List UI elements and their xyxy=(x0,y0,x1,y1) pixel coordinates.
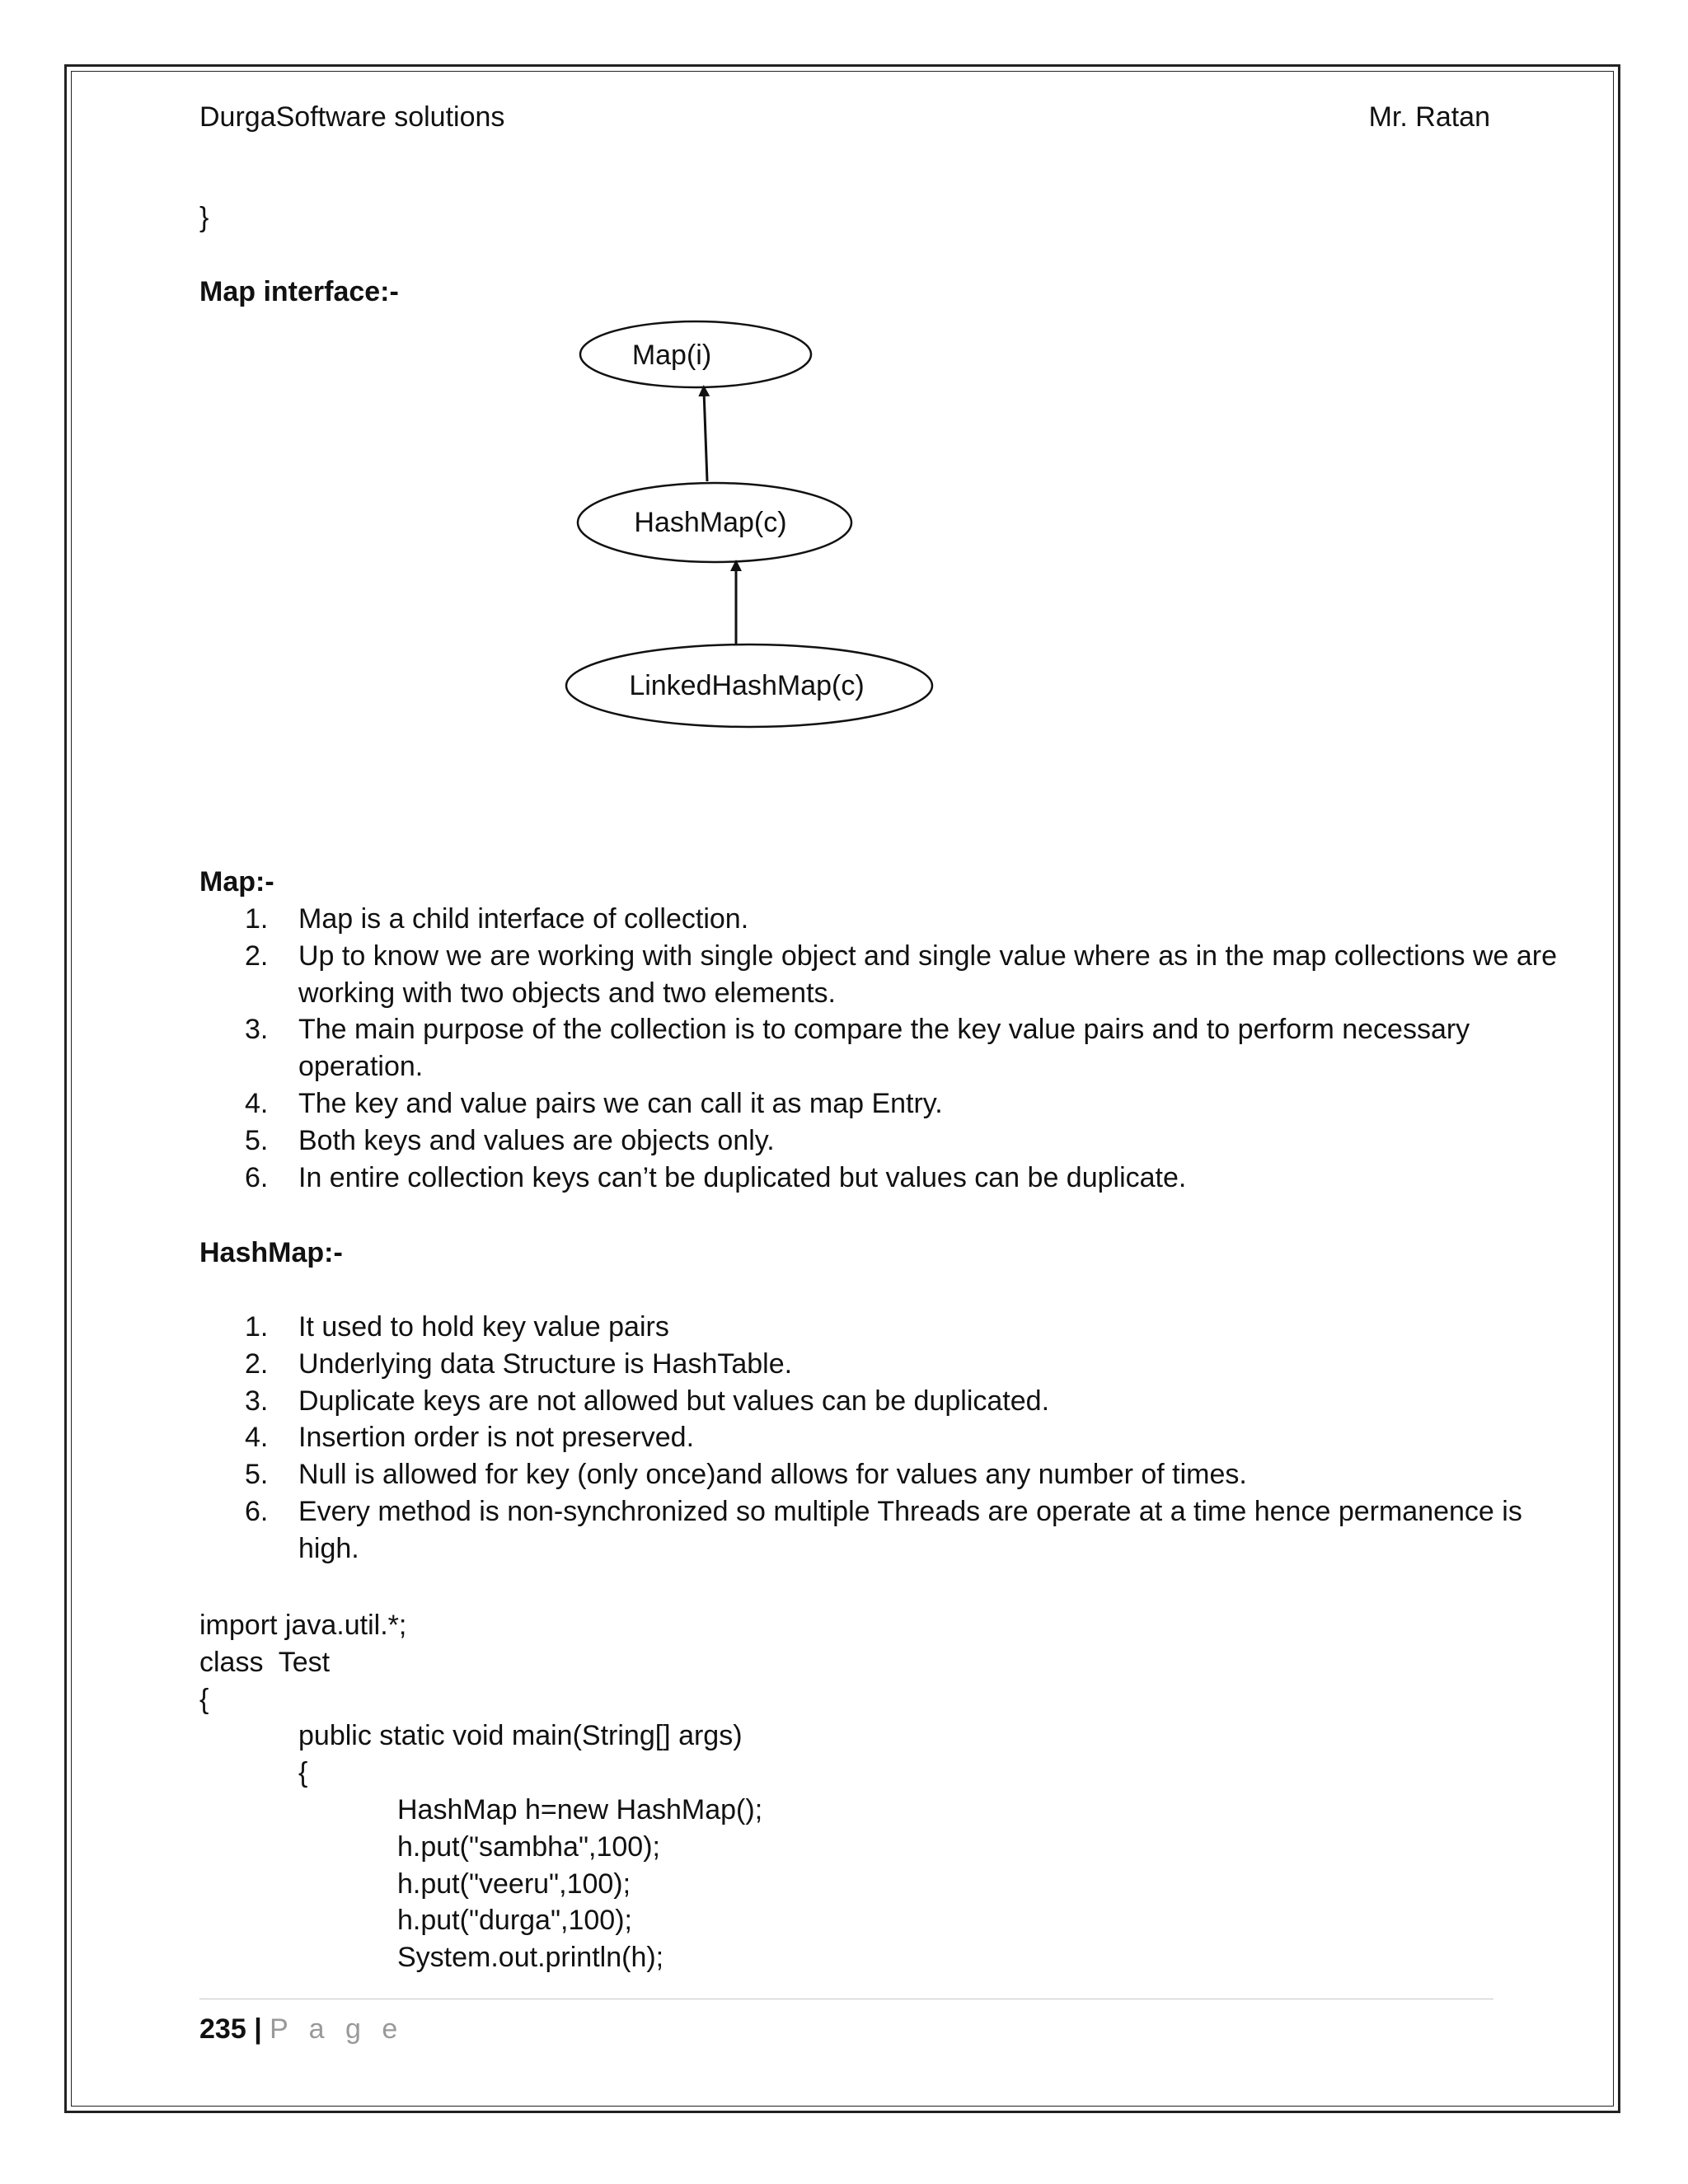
list-item-text: Both keys and values are objects only. xyxy=(298,1124,775,1156)
hashmap-list xyxy=(199,1309,1568,1568)
list-item-text: Underlying data Structure is HashTable. xyxy=(298,1347,793,1380)
code-line: h.put("veeru",100); xyxy=(397,1868,631,1900)
list-item-text: The main purpose of the collection is to compare the key value pairs and to perform necessary operation. xyxy=(298,1014,1470,1083)
list-item xyxy=(199,938,1568,1012)
list-item-text: Null is allowed for key (only once)and allows for values any number of times. xyxy=(298,1459,1247,1491)
list-item xyxy=(199,1011,1568,1085)
list-item-number: 3. xyxy=(245,1014,269,1046)
list-item xyxy=(199,1419,1568,1456)
closing-brace: } xyxy=(199,202,209,233)
list-item-number: 4. xyxy=(245,1087,269,1119)
page-number: 235 xyxy=(199,2013,246,2045)
page-word: P a g e xyxy=(270,2013,405,2045)
list-item-number: 6. xyxy=(245,1161,269,1193)
header-right: Mr. Ratan xyxy=(1368,101,1490,133)
list-item-text: Insertion order is not preserved. xyxy=(298,1422,695,1454)
list-item-number: 5. xyxy=(245,1459,269,1491)
list-item xyxy=(199,901,1568,938)
list-item-number: 6. xyxy=(245,1495,269,1527)
page-separator: | xyxy=(254,2013,262,2045)
list-item-number: 1. xyxy=(245,903,269,935)
list-item xyxy=(199,1456,1568,1493)
list-item-text: Duplicate keys are not allowed but values can be duplicated. xyxy=(298,1385,1050,1417)
list-item-text: Map is a child interface of collection. xyxy=(298,903,749,935)
map-interface-heading: Map interface:- xyxy=(199,276,399,307)
list-item xyxy=(199,1085,1568,1122)
arrow-hashmap-to-map xyxy=(704,391,707,481)
header-left: DurgaSoftware solutions xyxy=(199,101,505,133)
map-hierarchy-diagram xyxy=(0,0,1688,742)
code-line: { xyxy=(199,1683,209,1715)
list-item-number: 2. xyxy=(245,940,269,972)
code-line: class Test xyxy=(199,1646,331,1678)
list-item-number: 4. xyxy=(245,1422,269,1454)
list-item xyxy=(199,1493,1568,1568)
list-item-text: In entire collection keys can’t be duplicated but values can be duplicate. xyxy=(298,1161,1187,1193)
list-item-text: Every method is non-synchronized so multiple Threads are operate at a time hence permanence is high. xyxy=(298,1495,1522,1564)
list-item xyxy=(199,1160,1568,1197)
code-line: h.put("sambha",100); xyxy=(397,1830,660,1863)
list-item-number: 5. xyxy=(245,1124,269,1156)
page-footer xyxy=(199,2011,404,2047)
code-line: System.out.println(h); xyxy=(397,1942,664,1974)
list-item-number: 2. xyxy=(245,1347,269,1380)
list-item xyxy=(199,1346,1568,1383)
list-item-text: It used to hold key value pairs xyxy=(298,1311,669,1343)
map-heading: Map:- xyxy=(199,866,274,898)
code-line: { xyxy=(298,1757,308,1789)
list-item-number: 3. xyxy=(245,1385,269,1417)
list-item xyxy=(199,1309,1568,1346)
code-line: import java.util.*; xyxy=(199,1610,407,1641)
list-item-number: 1. xyxy=(245,1311,269,1343)
node-map-label: Map(i) xyxy=(631,340,712,371)
hashmap-heading: HashMap:- xyxy=(199,1237,343,1268)
list-item xyxy=(199,1383,1568,1420)
code-line: public static void main(String[] args) xyxy=(298,1720,743,1752)
code-line: h.put("durga",100); xyxy=(397,1905,632,1937)
node-hashmap-label: HashMap(c) xyxy=(634,507,787,538)
code-block xyxy=(199,1607,762,1976)
list-item-text: The key and value pairs we can call it as map Entry. xyxy=(298,1087,943,1119)
map-list xyxy=(199,901,1568,1196)
list-item-text: Up to know we are working with single object and single value where as in the map collections we are working with two objects and two elements. xyxy=(298,940,1558,1009)
code-line: HashMap h=new HashMap(); xyxy=(397,1793,763,1825)
list-item xyxy=(199,1122,1568,1160)
node-linkedhashmap-label: LinkedHashMap(c) xyxy=(629,670,865,701)
